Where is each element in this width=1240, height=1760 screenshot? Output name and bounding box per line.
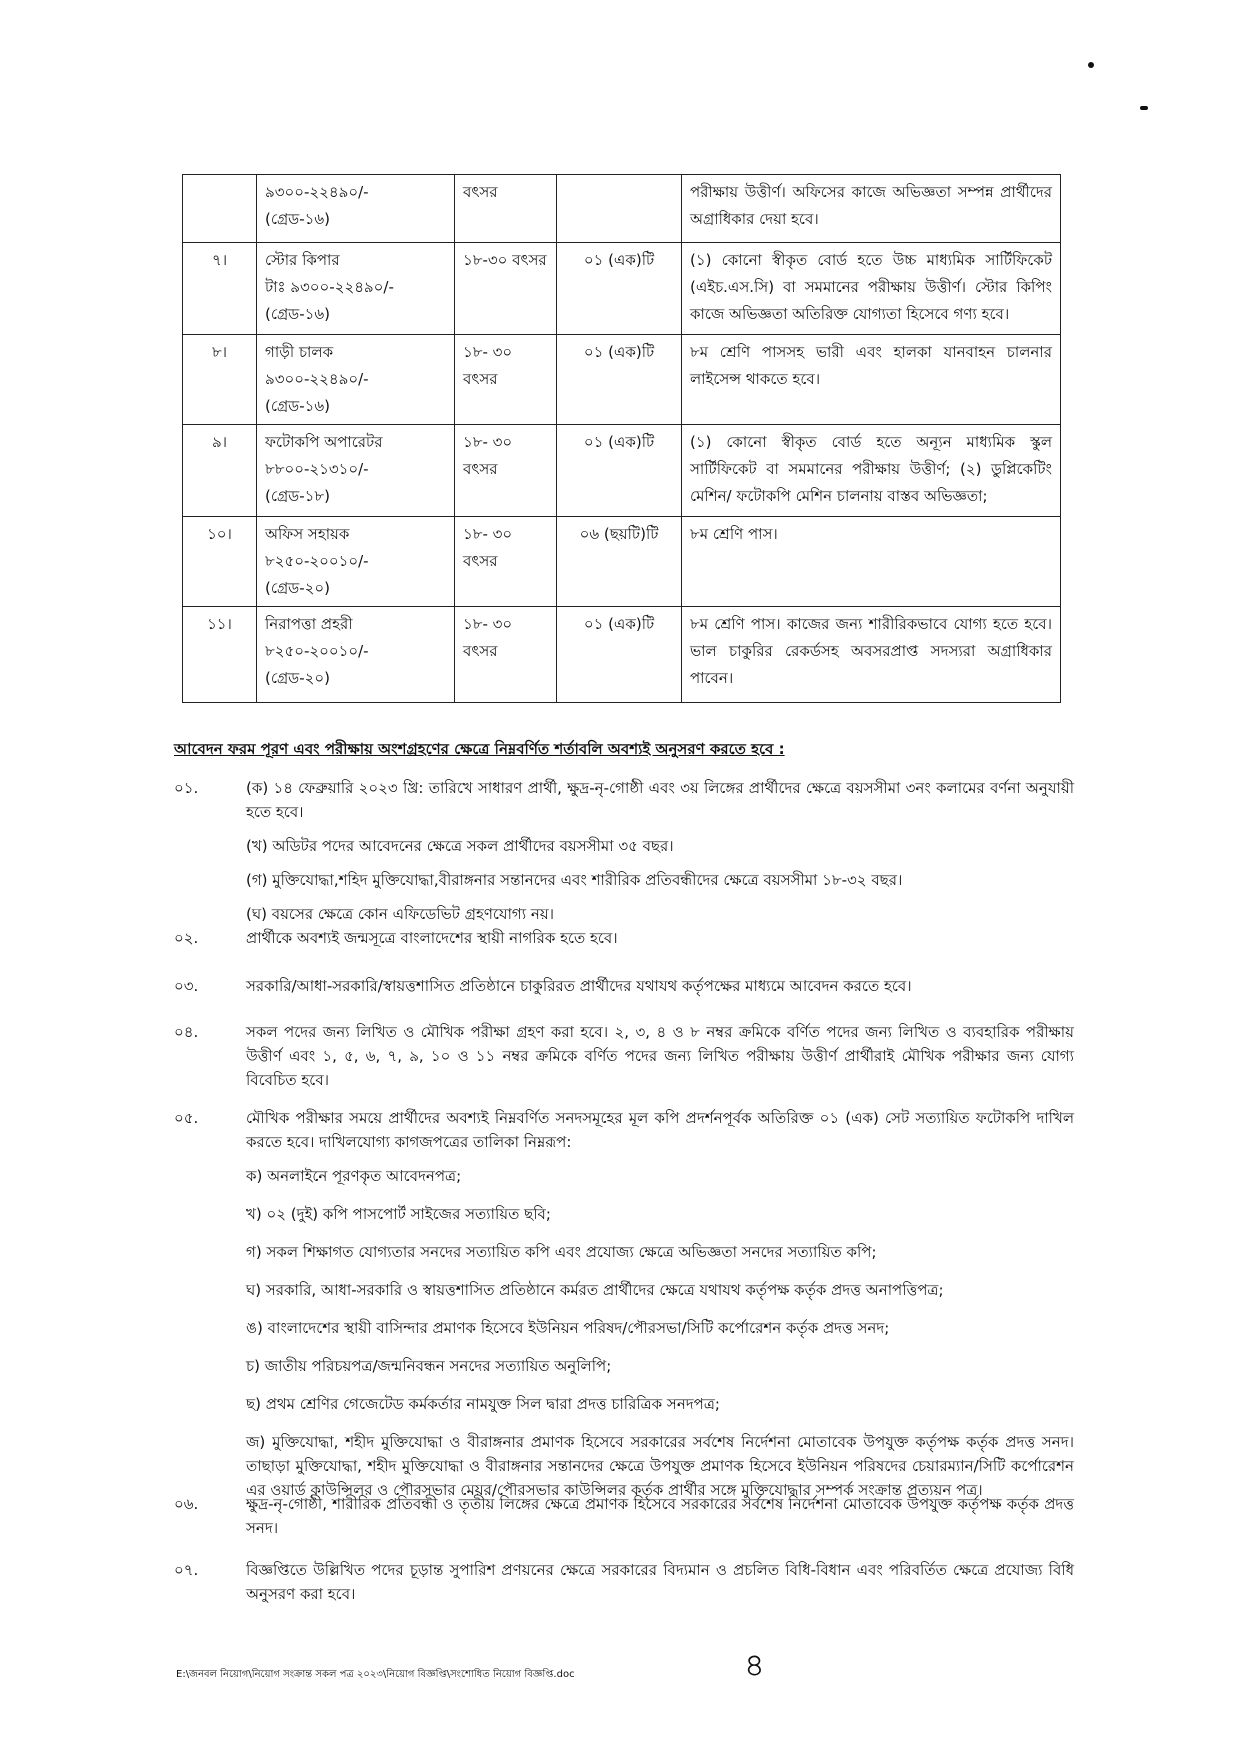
condition-text: গ) সকল শিক্ষাগত যোগ্যতার সনদের সত্যায়িত কপি এবং প্রযোজ্য ক্ষেত্রে অভিজ্ঞতা সনদের সত্যায়িত কপি; [246,1243,877,1261]
requirement-cell: (১) কোনো স্বীকৃত বোর্ড হতে উচ্চ মাধ্যমিক সার্টিফিকেট (এইচ.এস.সি) বা সমমানের পরীক্ষায় উত্তীর্ণ। স্টোর কিপিং কাজে অভিজ্ঞতা অতিরিক্ত যোগ্যতা হিসেবে গণ্য হবে। [682,243,1061,335]
serial-cell [183,175,257,243]
post-line: (গ্রেড-১৬) [265,210,330,228]
requirement-cell: ৮ম শ্রেণি পাসসহ ভারী এবং হালকা যানবাহন চালনার লাইসেন্স থাকতে হবে। [682,335,1061,425]
requirement-cell: (১) কোনো স্বীকৃত বোর্ড হতে অন্যূন মাধ্যমিক স্কুল সার্টিফিকেট বা সমমানের পরীক্ষায় উত্তীর্ণ; (২) ডুপ্লিকেটিং মেশিন/ ফটোকপি মেশিন চালনায় বাস্তব অভিজ্ঞতা; [682,425,1061,517]
condition-item [174,1020,1074,1102]
condition-number: ০৩. [174,977,199,995]
post-line: (গ্রেড-১৬) [265,397,330,415]
condition-number: ০২. [174,929,199,947]
post-line: ৮৮০০-২১৩১০/- [265,460,369,478]
table-row [183,517,1061,607]
count-cell: ০৬ (ছয়টি)টি [557,517,682,607]
serial-cell: ৭। [183,243,257,335]
conditions-heading: আবেদন ফরম পূরণ এবং পরীক্ষায় অংশগ্রহণের ক্ষেত্রে নিম্নবর্ণিত শর্তাবলি অবশ্যই অনুসরণ করতে হবে : [174,740,785,758]
condition-item [174,1492,1074,1550]
condition-body [246,776,1074,926]
post-line: ৯৩০০-২২৪৯০/- [265,370,369,388]
post-cell [257,335,455,425]
condition-body [246,974,1074,998]
serial-cell: ৯। [183,425,257,517]
requirement-cell: পরীক্ষায় উত্তীর্ণ। অফিসের কাজে অভিজ্ঞতা সম্পন্ন প্রার্থীদের অগ্রাধিকার দেয়া হবে। [682,175,1061,243]
post-cell [257,517,455,607]
requirement-cell: ৮ম শ্রেণি পাস। [682,517,1061,607]
age-cell: ১৮- ৩০ বৎসর [455,425,557,517]
serial-cell: ১১। [183,607,257,703]
table-row [183,425,1061,517]
post-line: টাঃ ৯৩০০-২২৪৯০/- [265,278,394,296]
table-row [183,335,1061,425]
post-line: ৯৩০০-২২৪৯০/- [265,183,369,201]
post-line: গাড়ী চালক [265,343,334,361]
age-cell: ১৮-৩০ বৎসর [455,243,557,335]
scan-speck [1140,106,1148,110]
condition-number: ০৭. [174,1561,199,1579]
posts-table [182,174,1061,703]
post-cell [257,243,455,335]
table-row [183,175,1061,243]
post-cell [257,175,455,243]
serial-cell: ৮। [183,335,257,425]
condition-text: জ) মুক্তিযোদ্ধা, শহীদ মুক্তিযোদ্ধা ও বীরাঙ্গনার প্রমাণক হিসেবে সরকারের সর্বশেষ নির্দেশনা মোতাবেক উপযুক্ত কর্তৃপক্ষ কর্তৃক প্রদত্ত সনদ। তাছাড়া মুক্তিযোদ্ধা, শহীদ মুক্তিযোদ্ধা ও বীরাঙ্গনার সন্তানদের ক্ষেত্রে উপযুক্ত প্রমাণক হিসেবে ইউনিয়ন পরিষদের চেয়ারম্যান/সিটি কর্পোরেশন এর ওয়ার্ড কাউন্সিলর ও পৌরসভার মেয়র/পৌরসভার কাউন্সিলর কর্তৃক প্রার্থীর সঙ্গে মুক্তিযোদ্ধার সম্পর্ক সংক্রান্ত প্রত্যয়ন পত্র। [246,1433,1074,1499]
table-row [183,607,1061,703]
age-cell: ১৮- ৩০ বৎসর [455,335,557,425]
age-cell: ১৮- ৩০ বৎসর [455,517,557,607]
condition-text: ঘ) সরকারি, আধা-সরকারি ও স্বায়ত্তশাসিত প্রতিষ্ঠানে কর্মরত প্রার্থীদের ক্ষেত্রে যথাযথ কর্তৃপক্ষ কর্তৃক প্রদত্ত অনাপত্তিপত্র; [246,1281,944,1299]
condition-number: ০৬. [174,1495,199,1513]
post-cell [257,425,455,517]
condition-text: সরকারি/আধা-সরকারি/স্বায়ত্তশাসিত প্রতিষ্ঠানে চাকুরিরত প্রার্থীদের যথাযথ কর্তৃপক্ষের মাধ্যমে আবেদন করতে হবে। [246,977,912,995]
condition-text: মৌখিক পরীক্ষার সময়ে প্রার্থীদের অবশ্যই নিম্নবর্ণিত সনদসমূহের মূল কপি প্রদর্শনপূর্বক অতিরিক্ত ০১ (এক) সেট সত্যায়িত ফটোকপি দাখিল করতে হবে। দাখিলযোগ্য কাগজপত্রের তালিকা নিম্নরূপ: [246,1109,1074,1151]
condition-number: ০১. [174,779,199,797]
post-line: ৮২৫০-২০০১০/- [265,552,369,570]
condition-item [174,1106,1074,1516]
condition-text: বিজ্ঞপ্তিতে উল্লিখিত পদের চূড়ান্ত সুপারিশ প্রণয়নের ক্ষেত্রে সরকারের বিদ্যমান ও প্রচলিত বিধি-বিধান এবং পরিবর্তিত ক্ষেত্রে প্রযোজ্য বিধি অনুসরণ করা হবে। [246,1561,1074,1603]
post-line: ফটোকপি অপারেটর [265,433,383,451]
condition-text: ক) অনলাইনে পূরণকৃত আবেদনপত্র; [246,1167,462,1185]
condition-body [246,1020,1074,1092]
age-cell: বৎসর [455,175,557,243]
condition-text: ক্ষুদ্র-নৃ-গোষ্ঠী, শারীরিক প্রতিবন্ধী ও তৃতীয় লিঙ্গের ক্ষেত্রে প্রমাণক হিসেবে সরকারের সর্বশেষ নির্দেশনা মোতাবেক উপযুক্ত কর্তৃপক্ষ কর্তৃক প্রদত্ত সনদ। [246,1495,1074,1537]
condition-text: (ক) ১৪ ফেব্রুয়ারি ২০২৩ খ্রি: তারিখে সাধারণ প্রার্থী, ক্ষুদ্র-নৃ-গোষ্ঠী এবং ৩য় লিঙ্গের প্রার্থীদের ক্ষেত্রে বয়সসীমা ৩নং কলামের বর্ণনা অনুযায়ী হতে হবে। [246,779,1074,821]
requirement-cell: ৮ম শ্রেণি পাস। কাজের জন্য শারীরিকভাবে যোগ্য হতে হবে। ভাল চাকুরির রেকর্ডসহ অবসরপ্রাপ্ত সদস্যরা অগ্রাধিকার পাবেন। [682,607,1061,703]
table-row [183,243,1061,335]
page-number: ৪ [744,1646,765,1684]
condition-number: ০৪. [174,1023,199,1041]
count-cell: ০১ (এক)টি [557,607,682,703]
count-cell: ০১ (এক)টি [557,425,682,517]
condition-number: ০৫. [174,1109,199,1127]
condition-text: (খ) অডিটর পদের আবেদনের ক্ষেত্রে সকল প্রার্থীদের বয়সসীমা ৩৫ বছর। [246,837,674,855]
count-cell [557,175,682,243]
post-line: অফিস সহায়ক [265,525,350,543]
post-cell [257,607,455,703]
post-line: ৮২৫০-২০০১০/- [265,642,369,660]
condition-body [246,1106,1074,1502]
serial-cell: ১০। [183,517,257,607]
condition-item [174,926,1074,960]
condition-text: সকল পদের জন্য লিখিত ও মৌখিক পরীক্ষা গ্রহণ করা হবে। ২, ৩, ৪ ও ৮ নম্বর ক্রমিকে বর্ণিত পদের জন্য লিখিত ও ব্যবহারিক পরীক্ষায় উত্তীর্ণ এবং ১, ৫, ৬, ৭, ৯, ১০ ও ১১ নম্বর ক্রমিকে বর্ণিত পদের জন্য লিখিত পরীক্ষায় উত্তীর্ণ প্রার্থীরাই মৌখিক পরীক্ষার জন্য যোগ্য বিবেচিত হবে। [246,1023,1074,1089]
scan-speck [1088,62,1094,68]
post-line: (গ্রেড-১৬) [265,305,330,323]
condition-item [174,776,1074,936]
count-cell: ০১ (এক)টি [557,243,682,335]
post-line: (গ্রেড-২০) [265,669,330,687]
post-line: (গ্রেড-২০) [265,579,330,597]
age-cell: ১৮- ৩০ বৎসর [455,607,557,703]
condition-body [246,1492,1074,1540]
file-path-footer: E:\জনবল নিয়োগ\নিয়োগ সংক্রান্ত সকল পত্র ২০২৩\নিয়োগ বিজ্ঞপ্তি\সংশোধিত নিয়োগ বিজ্ঞপ্তি.doc [176,1669,575,1680]
condition-text: চ) জাতীয় পরিচয়পত্র/জন্মনিবন্ধন সনদের সত্যায়িত অনুলিপি; [246,1357,612,1375]
post-line: স্টোর কিপার [265,251,340,269]
count-cell: ০১ (এক)টি [557,335,682,425]
condition-item [174,1558,1074,1616]
condition-item [174,974,1074,1008]
post-line: (গ্রেড-১৮) [265,487,330,505]
condition-body [246,926,1074,950]
condition-body [246,1558,1074,1606]
condition-text: খ) ০২ (দুই) কপি পাসপোর্ট সাইজের সত্যায়িত ছবি; [246,1205,551,1223]
condition-text: (গ) মুক্তিযোদ্ধা,শহিদ মুক্তিযোদ্ধা,বীরাঙ্গনার সন্তানদের এবং শারীরিক প্রতিবন্ধীদের ক্ষেত্রে বয়সসীমা ১৮-৩২ বছর। [246,871,903,889]
condition-text: ঙ) বাংলাদেশের স্থায়ী বাসিন্দার প্রমাণক হিসেবে ইউনিয়ন পরিষদ/পৌরসভা/সিটি কর্পোরেশন কর্তৃক প্রদত্ত সনদ; [246,1319,890,1337]
post-line: নিরাপত্তা প্রহরী [265,615,353,633]
condition-text: প্রার্থীকে অবশ্যই জন্মসূত্রে বাংলাদেশের স্থায়ী নাগরিক হতে হবে। [246,929,618,947]
condition-text: ছ) প্রথম শ্রেণির গেজেটেড কর্মকর্তার নামযুক্ত সিল দ্বারা প্রদত্ত চারিত্রিক সনদপত্র; [246,1395,720,1413]
condition-text: (ঘ) বয়সের ক্ষেত্রে কোন এফিডেভিট গ্রহণযোগ্য নয়। [246,905,555,923]
